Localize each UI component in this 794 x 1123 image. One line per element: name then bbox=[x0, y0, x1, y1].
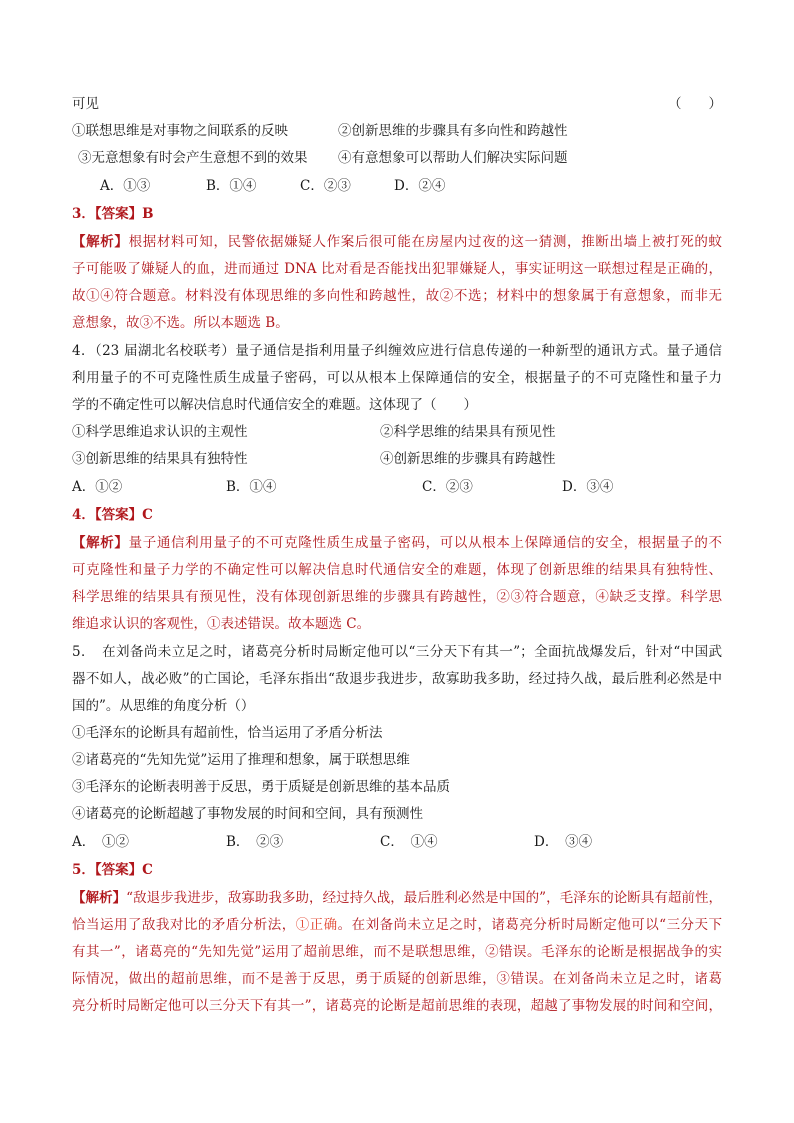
a5-analysis-line5: 亮分析时局断定他可以三分天下有其一”，诸葛亮的论断是超前思维的表现，超越了事物发展的时间和空间， bbox=[72, 998, 722, 1014]
q4-option-a: A．①② bbox=[72, 479, 123, 495]
a3-analysis-line2: 子可能吸了嫌疑人的血，进而通过 DNA 比对看是否能找出犯罪嫌疑人，事实证明这一联想过程是正确的， bbox=[72, 261, 722, 277]
q5-option-d: D． ③④ bbox=[534, 834, 593, 850]
q5-statement-2: ②诸葛亮的“先知先觉”运用了推理和想象，属于联想思维 bbox=[72, 752, 410, 768]
q4-statement-3: ③创新思维的结果具有独特性 bbox=[72, 451, 248, 467]
a3-answer: 3．【答案】B bbox=[72, 206, 154, 222]
a4-answer: 4．【答案】C bbox=[72, 507, 153, 523]
q5-statement-4: ④诸葛亮的论断超越了事物发展的时间和空间，具有预测性 bbox=[72, 806, 423, 822]
q4-statement-4: ④创新思维的步骤具有跨越性 bbox=[380, 451, 556, 467]
a5-answer: 5．【答案】C bbox=[72, 862, 153, 878]
a5-highlight-correct: ①正确 bbox=[295, 917, 338, 933]
q2-statement-2: ②创新思维的步骤具有多向性和跨越性 bbox=[338, 123, 568, 139]
a3-analysis-tag: 【解析】 bbox=[72, 234, 129, 250]
q4-option-b: B．①④ bbox=[226, 479, 277, 495]
q2-option-a: A．①③ bbox=[100, 178, 151, 194]
a5-analysis-line4: 际情况，做出的超前思维，而不是善于反思，勇于质疑的创新思维，③错误。在刘备尚未立足之时，诸葛 bbox=[72, 971, 722, 987]
a3-analysis-line1: 【解析】根据材料可知，民警依据嫌疑人作案后很可能在房屋内过夜的这一猜测，推断出墙上被打死的蚊 bbox=[72, 234, 722, 250]
a4-analysis-tag: 【解析】 bbox=[72, 535, 129, 551]
a5-analysis-line2: 恰当运用了敌我对比的矛盾分析法，①正确。在刘备尚未立足之时，诸葛亮分析时局断定他可以“三分天下 bbox=[72, 917, 723, 933]
q2-option-b: B．①④ bbox=[206, 178, 257, 194]
q5-option-c: C． ①④ bbox=[380, 834, 438, 850]
q2-option-c: C．②③ bbox=[300, 178, 351, 194]
a4-analysis-line4: 维追求认识的客观性，①表述错误。故本题选 C。 bbox=[72, 616, 371, 632]
q2-statement-3: ③无意想象有时会产生意想不到的效果 bbox=[78, 150, 308, 166]
q5-statement-1: ①毛泽东的论断具有超前性，恰当运用了矛盾分析法 bbox=[72, 725, 383, 741]
a3-analysis-line4: 意想象，故③不选。所以本题选 B。 bbox=[72, 315, 289, 331]
q5-option-b: B． ②③ bbox=[226, 834, 284, 850]
q4-statement-1: ①科学思维追求认识的主观性 bbox=[72, 424, 248, 440]
q4-stem-line1: 4．（23 届湖北名校联考）量子通信是指利用量子纠缠效应进行信息传递的一种新型的通讯方式。量子通信 bbox=[72, 343, 722, 359]
q2-answer-bracket: （ ） bbox=[668, 96, 722, 112]
a4-analysis-line2: 可克隆性和量子力学的不确定性可以解决信息时代通信安全的难题，体现了创新思维的结果具有独特性、 bbox=[72, 562, 722, 578]
q4-stem-line3: 学的不确定性可以解决信息时代通信安全的难题。这体现了（ ） bbox=[72, 397, 477, 413]
q2-stem-end: 可见 （ ） bbox=[72, 96, 722, 112]
q5-stem-line2: 器不如人，战必败”的亡国论，毛泽东指出“敌退步我进步，敌寡助我多助，经过持久战，最后胜利必然是中 bbox=[72, 671, 722, 687]
q5-stem-line1: 5． 在刘备尚未立足之时，诸葛亮分析时局断定他可以“三分天下有其一”；全面抗战爆发后，针对“中国武 bbox=[72, 644, 722, 660]
q4-option-d: D．③④ bbox=[562, 479, 614, 495]
a5-analysis-line1: 【解析】“敌退步我进步，敌寡助我多助，经过持久战，最后胜利必然是中国的”，毛泽东的论断具有超前性， bbox=[72, 890, 722, 906]
a4-analysis-line1: 【解析】量子通信利用量子的不可克隆性质生成量子密码，可以从根本上保障通信的安全，根据量子的不 bbox=[72, 535, 722, 551]
a5-analysis-tag: 【解析】 bbox=[72, 890, 127, 906]
a5-analysis-line3: 有其一”，诸葛亮的“先知先觉”运用了超前思维，而不是联想思维，②错误。毛泽东的论断是根据战争的实 bbox=[72, 944, 722, 960]
q5-option-a: A． ①② bbox=[72, 834, 129, 850]
q2-option-d: D．②④ bbox=[394, 178, 446, 194]
q2-statement-1: ①联想思维是对事物之间联系的反映 bbox=[72, 123, 288, 139]
q4-stem-line2: 利用量子的不可克隆性质生成量子密码，可以从根本上保障通信的安全，根据量子的不可克隆性和量子力 bbox=[72, 370, 722, 386]
q4-statement-2: ②科学思维的结果具有预见性 bbox=[380, 424, 556, 440]
q4-option-c: C．②③ bbox=[422, 479, 473, 495]
a4-analysis-line3: 科学思维的结果具有预见性，没有体现创新思维的步骤具有跨越性，②③符合题意，④缺乏支撑。科学思 bbox=[72, 589, 722, 605]
q2-statement-4: ④有意想象可以帮助人们解决实际问题 bbox=[338, 150, 568, 166]
a3-analysis-line3: 故①④符合题意。材料没有体现思维的多向性和跨越性，故②不选；材料中的想象属于有意想象，而非无 bbox=[72, 288, 722, 304]
q5-stem-line3: 国的”。从思维的角度分析（） bbox=[72, 698, 255, 714]
q5-statement-3: ③毛泽东的论断表明善于反思，勇于质疑是创新思维的基本品质 bbox=[72, 779, 450, 795]
